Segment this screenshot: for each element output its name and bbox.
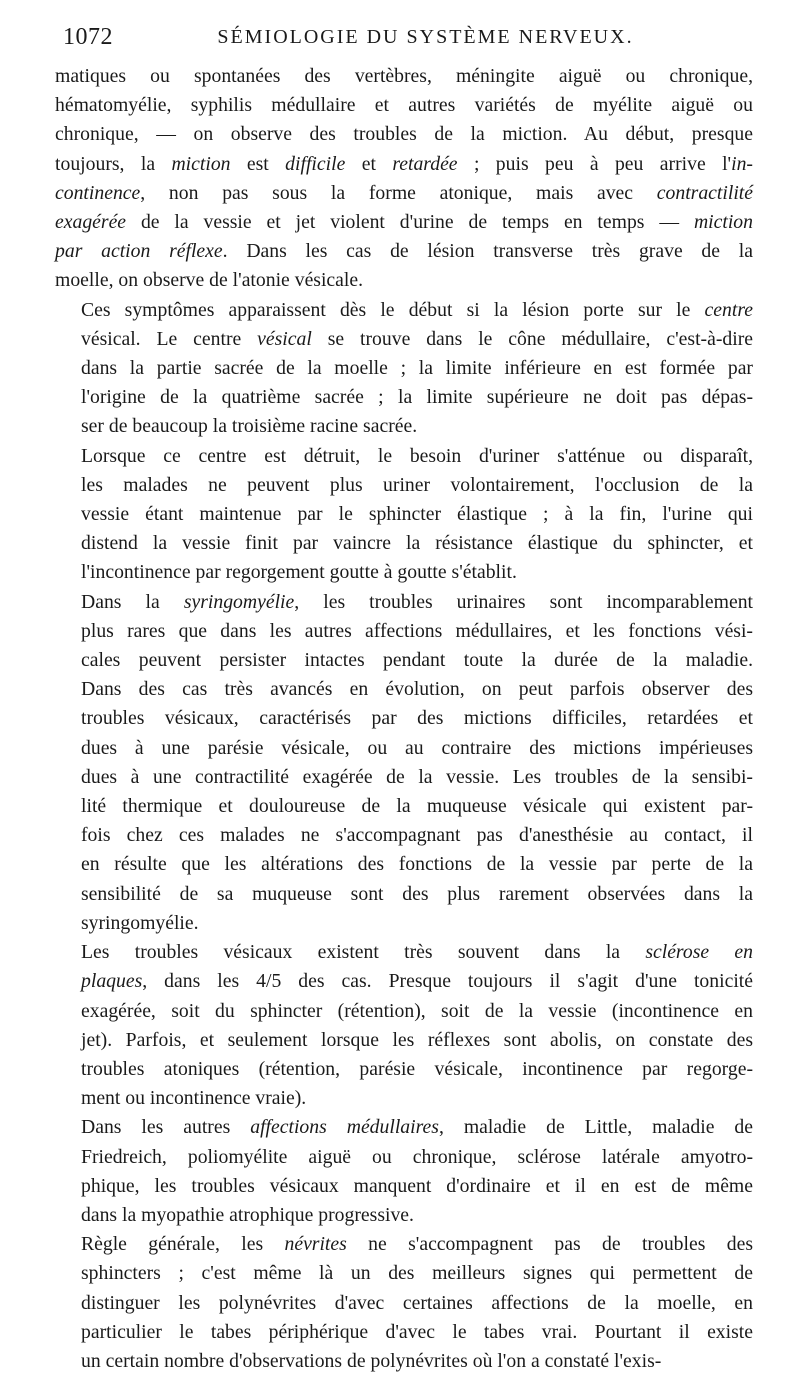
text-line: en résulte que les altérations des fonctions de la vessie par perte de la [81,853,753,876]
text-line: dues à une parésie vésicale, ou au contraire des mictions impérieuses [81,736,753,759]
text-line: Ces symptômes apparaissent dès le début si la lésion porte sur le centre [81,298,753,321]
body-text [55,62,753,1376]
text-line: continence, non pas sous la forme atonique, mais avec contractilité [55,181,753,204]
text-line: cales peuvent persister intactes pendant toute la durée de la maladie. [81,649,753,672]
text-line: troubles vésicaux, caractérisés par des mictions difficiles, retardées et [81,707,753,730]
text-line: distinguer les polynévrites d'avec certaines affections de la moelle, en [81,1291,753,1314]
text-line: jet). Parfois, et seulement lorsque les réflexes sont abolis, on constate des [81,1028,753,1051]
text-line: Dans les autres affections médullaires, maladie de Little, maladie de [81,1116,754,1139]
text-line: Friedreich, poliomyélite aiguë ou chronique, sclérose latérale amyotro- [81,1145,753,1168]
text-line: ment ou incontinence vraie). [81,1087,307,1110]
text-line: dans la partie sacrée de la moelle ; la limite inférieure en est formée par [81,357,753,380]
text-line: chronique, — on observe des troubles de la miction. Au début, presque [55,123,753,146]
text-line: dans la myopathie atrophique progressive. [81,1203,414,1226]
text-line: matiques ou spontanées des vertèbres, méningite aiguë ou chronique, [55,65,753,87]
text-line: lité thermique et douloureuse de la muqueuse vésicale qui existent par- [81,795,753,818]
text-line: sphincters ; c'est même là un des meilleurs signes qui permettent de [81,1262,753,1285]
text-line: particulier le tabes périphérique d'avec le tabes vrai. Pourtant il existe [81,1320,753,1343]
paragraph [55,1113,753,1230]
paragraph [55,442,753,588]
text-line: vésical. Le centre vésical se trouve dans le cône médullaire, c'est-à-dire [81,327,753,350]
text-line: toujours, la miction est difficile et retardée ; puis peu à peu arrive l'in- [55,152,753,175]
running-title: SÉMIOLOGIE DU SYSTÈME NERVEUX. [217,26,634,48]
text-line: plaques, dans les 4/5 des cas. Presque toujours il s'agit d'une tonicité [81,970,753,993]
text-line: phique, les troubles vésicaux manquent d'ordinaire et il en est de même [81,1174,753,1197]
text-line: Dans la syringomyélie, les troubles urinaires sont incomparablement [81,590,754,613]
text-line: un certain nombre d'observations de polynévrites où l'on a constaté l'exis- [81,1349,662,1372]
page-number: 1072 [63,24,113,50]
text-line: ser de beaucoup la troisième racine sacrée. [81,415,418,438]
text-line: exagérée, soit du sphincter (rétention), soit de la vessie (incontinence en [81,999,753,1022]
text-line: Dans des cas très avancés en évolution, on peut parfois observer des [81,678,753,701]
text-line: hématomyélie, syphilis médullaire et autres variétés de myélite aiguë ou [55,94,753,117]
paragraph [55,1230,753,1376]
text-line: les malades ne peuvent plus uriner volontairement, l'occlusion de la [81,473,753,496]
text-line: Lorsque ce centre est détruit, le besoin d'uriner s'atténue ou disparaît, [81,444,753,467]
text-line: Règle générale, les névrites ne s'accompagnent pas de troubles des [81,1233,753,1256]
paragraph [55,296,753,442]
text-line: Les troubles vésicaux existent très souvent dans la sclérose en [81,941,753,964]
text-line: troubles atoniques (rétention, parésie vésicale, incontinence par regorge- [81,1057,753,1080]
text-line: fois chez ces malades ne s'accompagnant pas d'anesthésie au contact, il [81,824,753,847]
text-line: par action réflexe. Dans les cas de lésion transverse très grave de la [55,240,753,263]
text-line: sensibilité de sa muqueuse sont des plus rarement observées dans la [81,882,753,905]
text-line: dues à une contractilité exagérée de la vessie. Les troubles de la sensibi- [81,765,753,788]
text-line: syringomyélie. [81,911,199,934]
text-line: distend la vessie finit par vaincre la résistance élastique du sphincter, et [81,532,753,555]
text-line: vessie étant maintenue par le sphincter élastique ; à la fin, l'urine qui [81,503,753,526]
paragraph [55,938,753,1113]
text-line: l'incontinence par regorgement goutte à goutte s'établit. [81,561,517,584]
paragraph [55,588,753,938]
text-line: l'origine de la quatrième sacrée ; la limite supérieure ne doit pas dépas- [81,386,753,409]
text-line: moelle, on observe de l'atonie vésicale. [55,269,364,292]
paragraph [55,62,753,296]
text-line: exagérée de la vessie et jet violent d'urine de temps en temps — miction [55,211,753,234]
text-line: plus rares que dans les autres affections médullaires, et les fonctions vési- [81,619,753,642]
page-header [63,24,758,54]
